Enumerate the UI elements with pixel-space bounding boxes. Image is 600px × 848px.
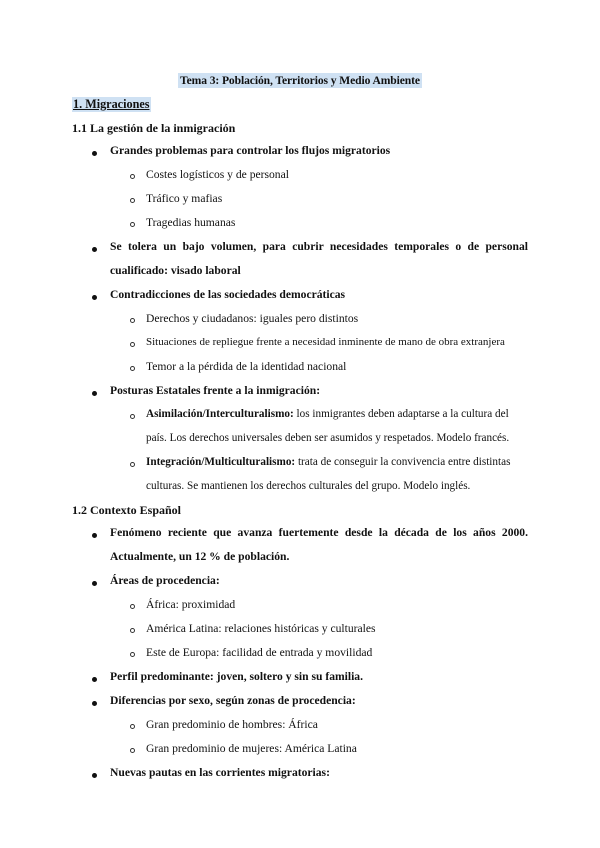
term-desc: trata de conseguir la convivencia entre distintas: [295, 456, 511, 468]
bullet-icon: [92, 701, 97, 706]
circle-bullet-icon: [130, 628, 135, 633]
circle-bullet-icon: [130, 414, 135, 419]
sub-list-item: Costes logísticos y de personal: [146, 168, 289, 181]
term-desc: los inmigrantes deben adaptarse a la cultura del: [293, 408, 509, 420]
circle-bullet-icon: [130, 222, 135, 227]
list-item-bold: Posturas Estatales frente a la inmigración:: [110, 384, 321, 397]
sub-list-item-cont: país. Los derechos universales deben ser asumidos y respetados. Modelo francés.: [146, 432, 510, 444]
sub-list-item: África: proximidad: [146, 598, 236, 611]
list-item-bold: Fenómeno reciente que avanza fuertemente desde la década de los años 2000.: [110, 526, 528, 539]
section-heading-text: 1. Migraciones: [73, 97, 150, 111]
circle-bullet-icon: [130, 366, 135, 371]
bullet-icon: [92, 391, 97, 396]
list-item-bold: Grandes problemas para controlar los flujos migratorios: [110, 144, 391, 157]
bullet-icon: [92, 677, 97, 682]
circle-bullet-icon: [130, 748, 135, 753]
list-item-bold: Perfil predominante: joven, soltero y sin su familia.: [110, 670, 364, 683]
list-item-bold: Áreas de procedencia:: [110, 574, 220, 587]
circle-bullet-icon: [130, 724, 135, 729]
title-container: [0, 73, 600, 88]
bullet-icon: [92, 295, 97, 300]
list-item-bold: Diferencias por sexo, según zonas de procedencia:: [110, 694, 356, 707]
list-item-bold: Se tolera un bajo volumen, para cubrir necesidades temporales o de personal: [110, 240, 528, 253]
sub-list-item: Tragedias humanas: [146, 216, 236, 229]
circle-bullet-icon: [130, 174, 135, 179]
sub-list-item: Situaciones de repliegue frente a necesidad inminente de mano de obra extranjera: [146, 336, 505, 348]
subsection-heading-1-1: 1.1 La gestión de la inmigración: [72, 121, 236, 135]
list-item-bold: Nuevas pautas en las corrientes migratorias:: [110, 766, 330, 779]
sub-list-item-cont: culturas. Se mantienen los derechos culturales del grupo. Modelo inglés.: [146, 480, 471, 492]
sub-list-item: [146, 408, 509, 420]
circle-bullet-icon: [130, 604, 135, 609]
circle-bullet-icon: [130, 318, 135, 323]
circle-bullet-icon: [130, 462, 135, 467]
term-bold: Integración/Multiculturalismo:: [146, 456, 296, 468]
document-title: Tema 3: Población, Territorios y Medio Ambiente: [180, 74, 420, 87]
circle-bullet-icon: [130, 198, 135, 203]
sub-list-item: Gran predominio de mujeres: América Latina: [146, 742, 357, 755]
sub-list-item: Gran predominio de hombres: África: [146, 718, 318, 731]
bullet-icon: [92, 533, 97, 538]
circle-bullet-icon: [130, 342, 135, 347]
bullet-icon: [92, 581, 97, 586]
sub-list-item: [146, 456, 510, 468]
bullet-icon: [92, 773, 97, 778]
subsection-heading-1-2: 1.2 Contexto Español: [72, 503, 182, 517]
list-item-bold: Contradicciones de las sociedades democráticas: [110, 288, 346, 301]
sub-list-item: América Latina: relaciones históricas y culturales: [146, 622, 376, 635]
sub-list-item: Tráfico y mafias: [146, 192, 223, 205]
bullet-icon: [92, 151, 97, 156]
sub-list-item: Este de Europa: facilidad de entrada y movilidad: [146, 646, 373, 659]
sub-list-item: Derechos y ciudadanos: iguales pero distintos: [146, 312, 359, 325]
list-item-bold-cont: Actualmente, un 12 % de población.: [110, 550, 290, 563]
list-item-bold-cont: cualificado: visado laboral: [110, 264, 241, 277]
term-bold: Asimilación/Interculturalismo:: [146, 408, 294, 420]
sub-list-item: Temor a la pérdida de la identidad nacional: [146, 360, 347, 373]
section-heading-migraciones: [72, 97, 151, 112]
circle-bullet-icon: [130, 652, 135, 657]
bullet-icon: [92, 247, 97, 252]
